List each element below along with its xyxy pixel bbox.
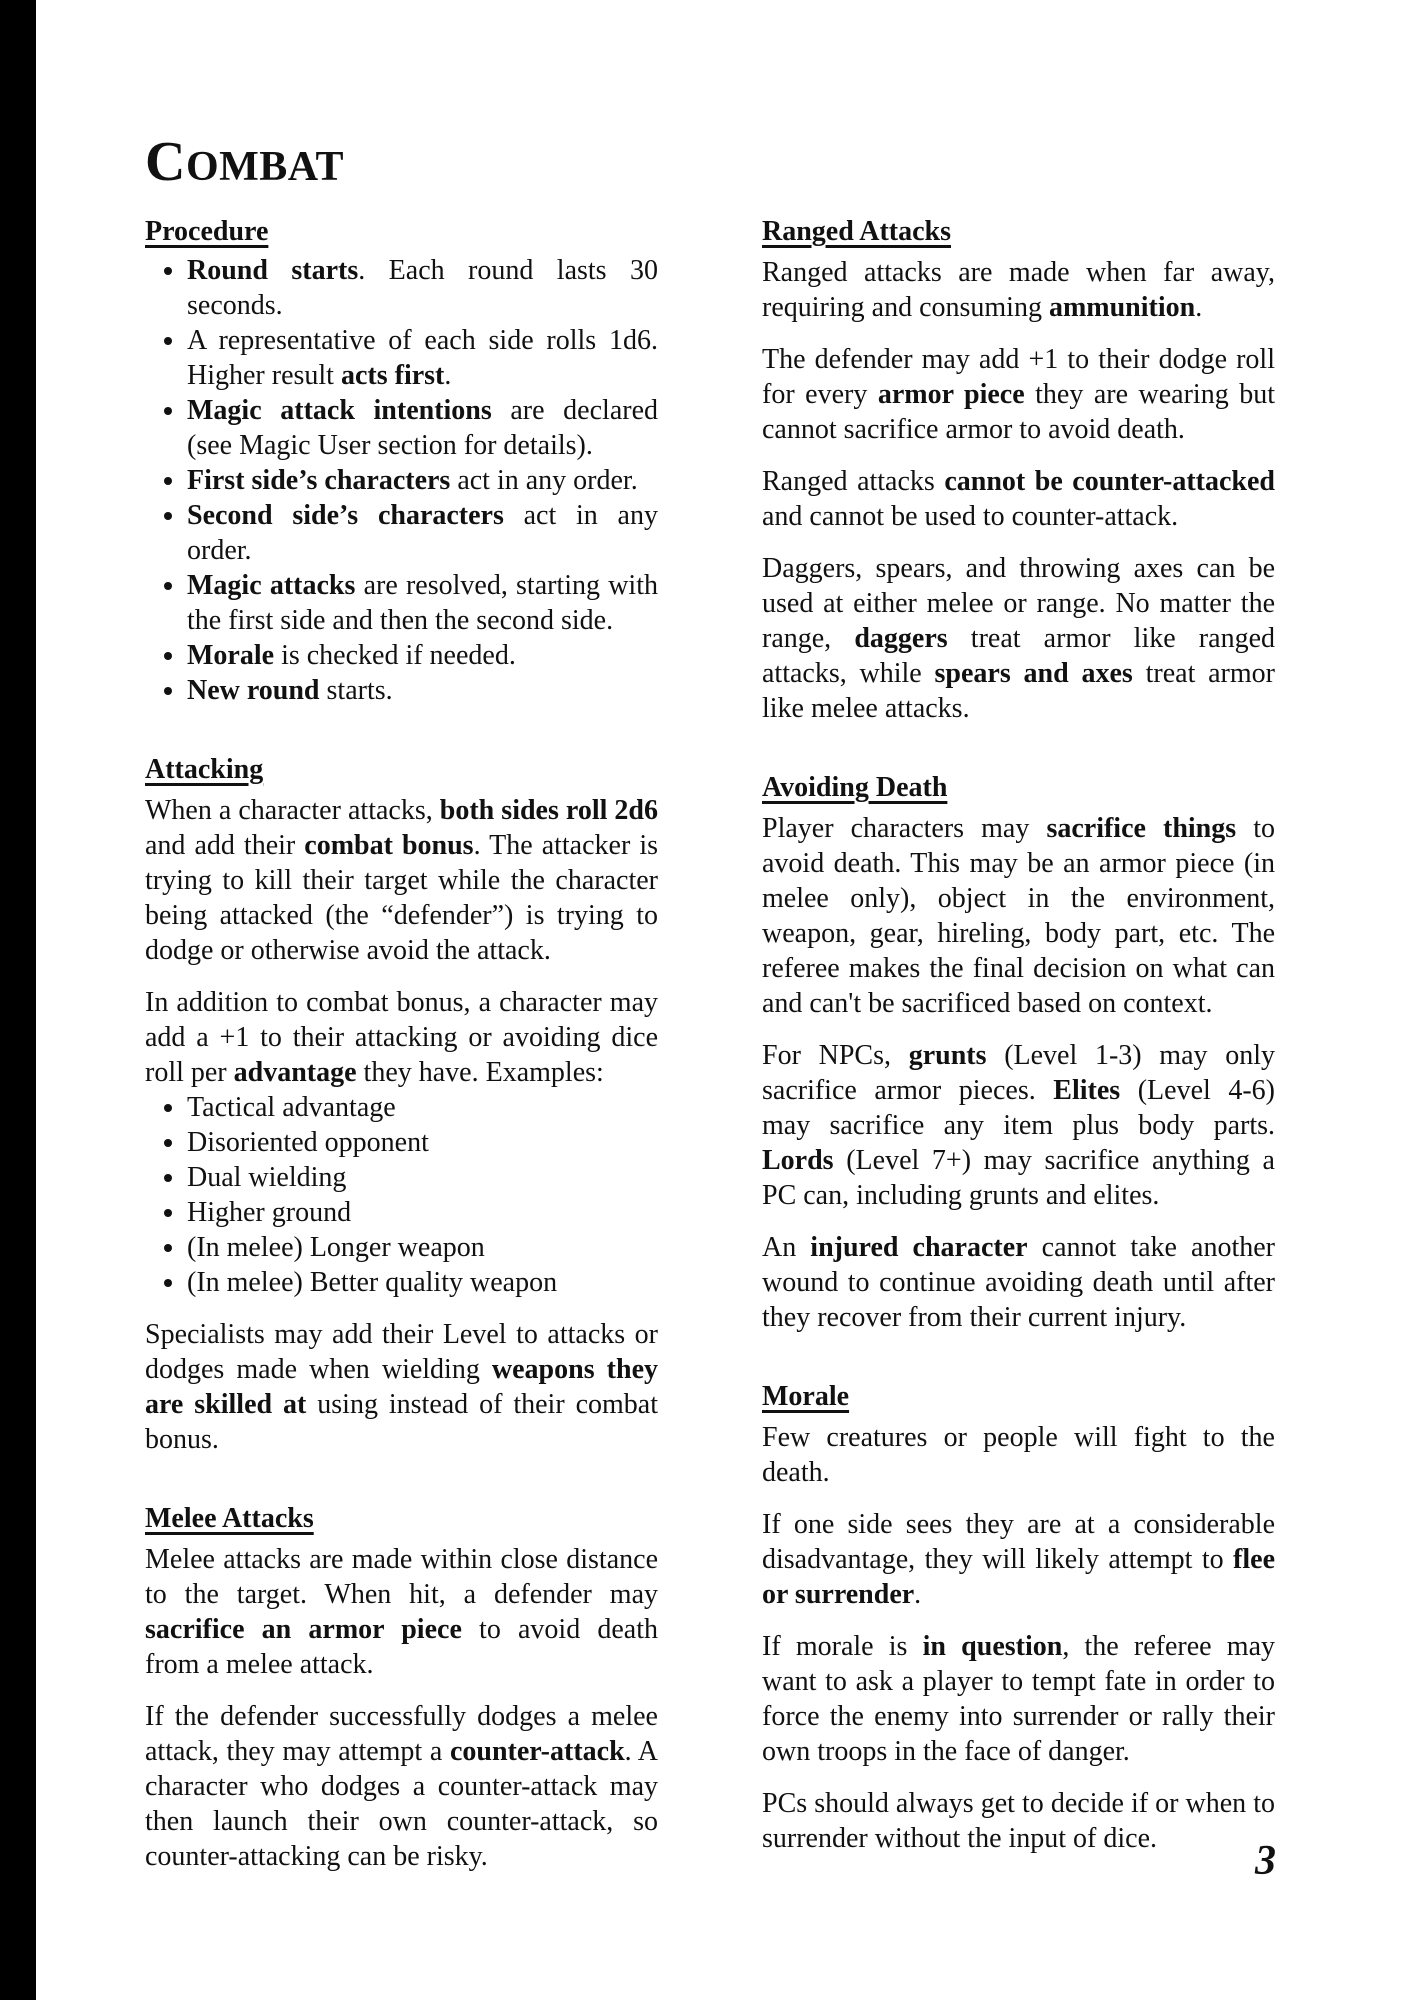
- section-heading: Avoiding Death: [762, 772, 948, 803]
- paragraph: Daggers, spears, and throwing axes can be used at either melee or range. No matter the range, daggers treat armor like ranged attacks, while spears and axes treat armor like melee attacks.: [762, 553, 1275, 724]
- bullet-item: • (In melee) Better quality weapon: [187, 1265, 658, 1300]
- section-heading: Procedure: [145, 216, 269, 247]
- section-heading: Morale: [762, 1381, 850, 1412]
- bullet-list: [145, 253, 658, 708]
- paragraph: The defender may add +1 to their dodge roll for every armor piece they are wearing but cannot sacrifice armor to avoid death.: [762, 344, 1275, 445]
- section-heading: Melee Attacks: [145, 1503, 314, 1534]
- bullet-item: • Disoriented opponent: [187, 1125, 658, 1160]
- section: [762, 214, 1275, 726]
- page-title-rest: OMBAT: [185, 144, 345, 190]
- section: [145, 752, 658, 1457]
- section-heading: Ranged Attacks: [762, 216, 952, 247]
- page-title: [145, 131, 1276, 193]
- paragraph: PCs should always get to decide if or when to surrender without the input of dice.: [762, 1788, 1275, 1854]
- bullet-item: • Magic attack intentions are declared (see Magic User section for details).: [187, 393, 658, 463]
- right-column: [762, 214, 1275, 1856]
- bullet-item: • A representative of each side rolls 1d6. Higher result acts first.: [187, 323, 658, 393]
- section: [762, 1379, 1275, 1856]
- bullet-item: • Higher ground: [187, 1195, 658, 1230]
- bullet-item: • Dual wielding: [187, 1160, 658, 1195]
- bullet-item: • (In melee) Longer weapon: [187, 1230, 658, 1265]
- section: [145, 1501, 658, 1874]
- section-heading: Attacking: [145, 754, 264, 785]
- paragraph: Few creatures or people will fight to the death.: [762, 1422, 1275, 1488]
- paragraph: Player characters may sacrifice things to avoid death. This may be an armor piece (in melee only), object in the environment, weapon, gear, hireling, body part, etc. The referee makes the final decision on what can and can't be sacrificed based on context.: [762, 813, 1276, 1019]
- paragraph: Ranged attacks cannot be counter-attacked and cannot be used to counter-attack.: [762, 466, 1275, 532]
- paragraph: When a character attacks, both sides roll 2d6 and add their combat bonus. The attacker is trying to kill their target while the character being attacked (the “defender”) is trying to dodge or otherwise avoid the attack.: [145, 795, 659, 966]
- paragraph: Specialists may add their Level to attacks or dodges made when wielding weapons they are skilled at using instead of their combat bonus.: [145, 1319, 658, 1455]
- page-number: 3: [1255, 1838, 1276, 1884]
- bullet-item: • Tactical advantage: [187, 1090, 658, 1125]
- bullet-item: • New round starts.: [187, 673, 658, 708]
- bullet-item: • First side’s characters act in any order.: [187, 463, 658, 498]
- paragraph: If the defender successfully dodges a melee attack, they may attempt a counter-attack. A character who dodges a counter-attack may then launch their own counter-attack, so counter-attacking can be risky.: [145, 1701, 658, 1872]
- paragraph: Ranged attacks are made when far away, requiring and consuming ammunition.: [762, 257, 1275, 323]
- bullet-item: • Morale is checked if needed.: [187, 638, 658, 673]
- paragraph: If morale is in question, the referee may want to ask a player to tempt fate in order to force the enemy into surrender or rally their own troops in the face of danger.: [762, 1631, 1275, 1767]
- paragraph: For NPCs, grunts (Level 1-3) may only sacrifice armor pieces. Elites (Level 4-6) may sacrifice any item plus body parts. Lords (Level 7+) may sacrifice anything a PC can, including grunts and elites.: [762, 1040, 1276, 1211]
- section: [145, 214, 658, 708]
- page-title-first: C: [145, 131, 186, 193]
- two-column-layout: [145, 214, 1276, 1874]
- bullet-list: [145, 1090, 658, 1300]
- paragraph: Melee attacks are made within close distance to the target. When hit, a defender may sacrifice an armor piece to avoid death from a melee attack.: [145, 1544, 658, 1680]
- bullet-item: • Second side’s characters act in any order.: [187, 498, 658, 568]
- left-column: [145, 214, 658, 1874]
- paragraph: In addition to combat bonus, a character may add a +1 to their attacking or avoiding dice roll per advantage they have. Examples:: [145, 987, 658, 1088]
- bullet-item: • Magic attacks are resolved, starting with the first side and then the second side.: [187, 568, 658, 638]
- paragraph: If one side sees they are at a considerable disadvantage, they will likely attempt to flee or surrender.: [762, 1509, 1275, 1610]
- paragraph: An injured character cannot take another wound to continue avoiding death until after they recover from their current injury.: [762, 1232, 1275, 1333]
- page-content: [145, 131, 1276, 1874]
- bullet-item: • Round starts. Each round lasts 30 seconds.: [187, 253, 658, 323]
- page-edge-bar: [0, 0, 36, 2000]
- section: [762, 770, 1275, 1335]
